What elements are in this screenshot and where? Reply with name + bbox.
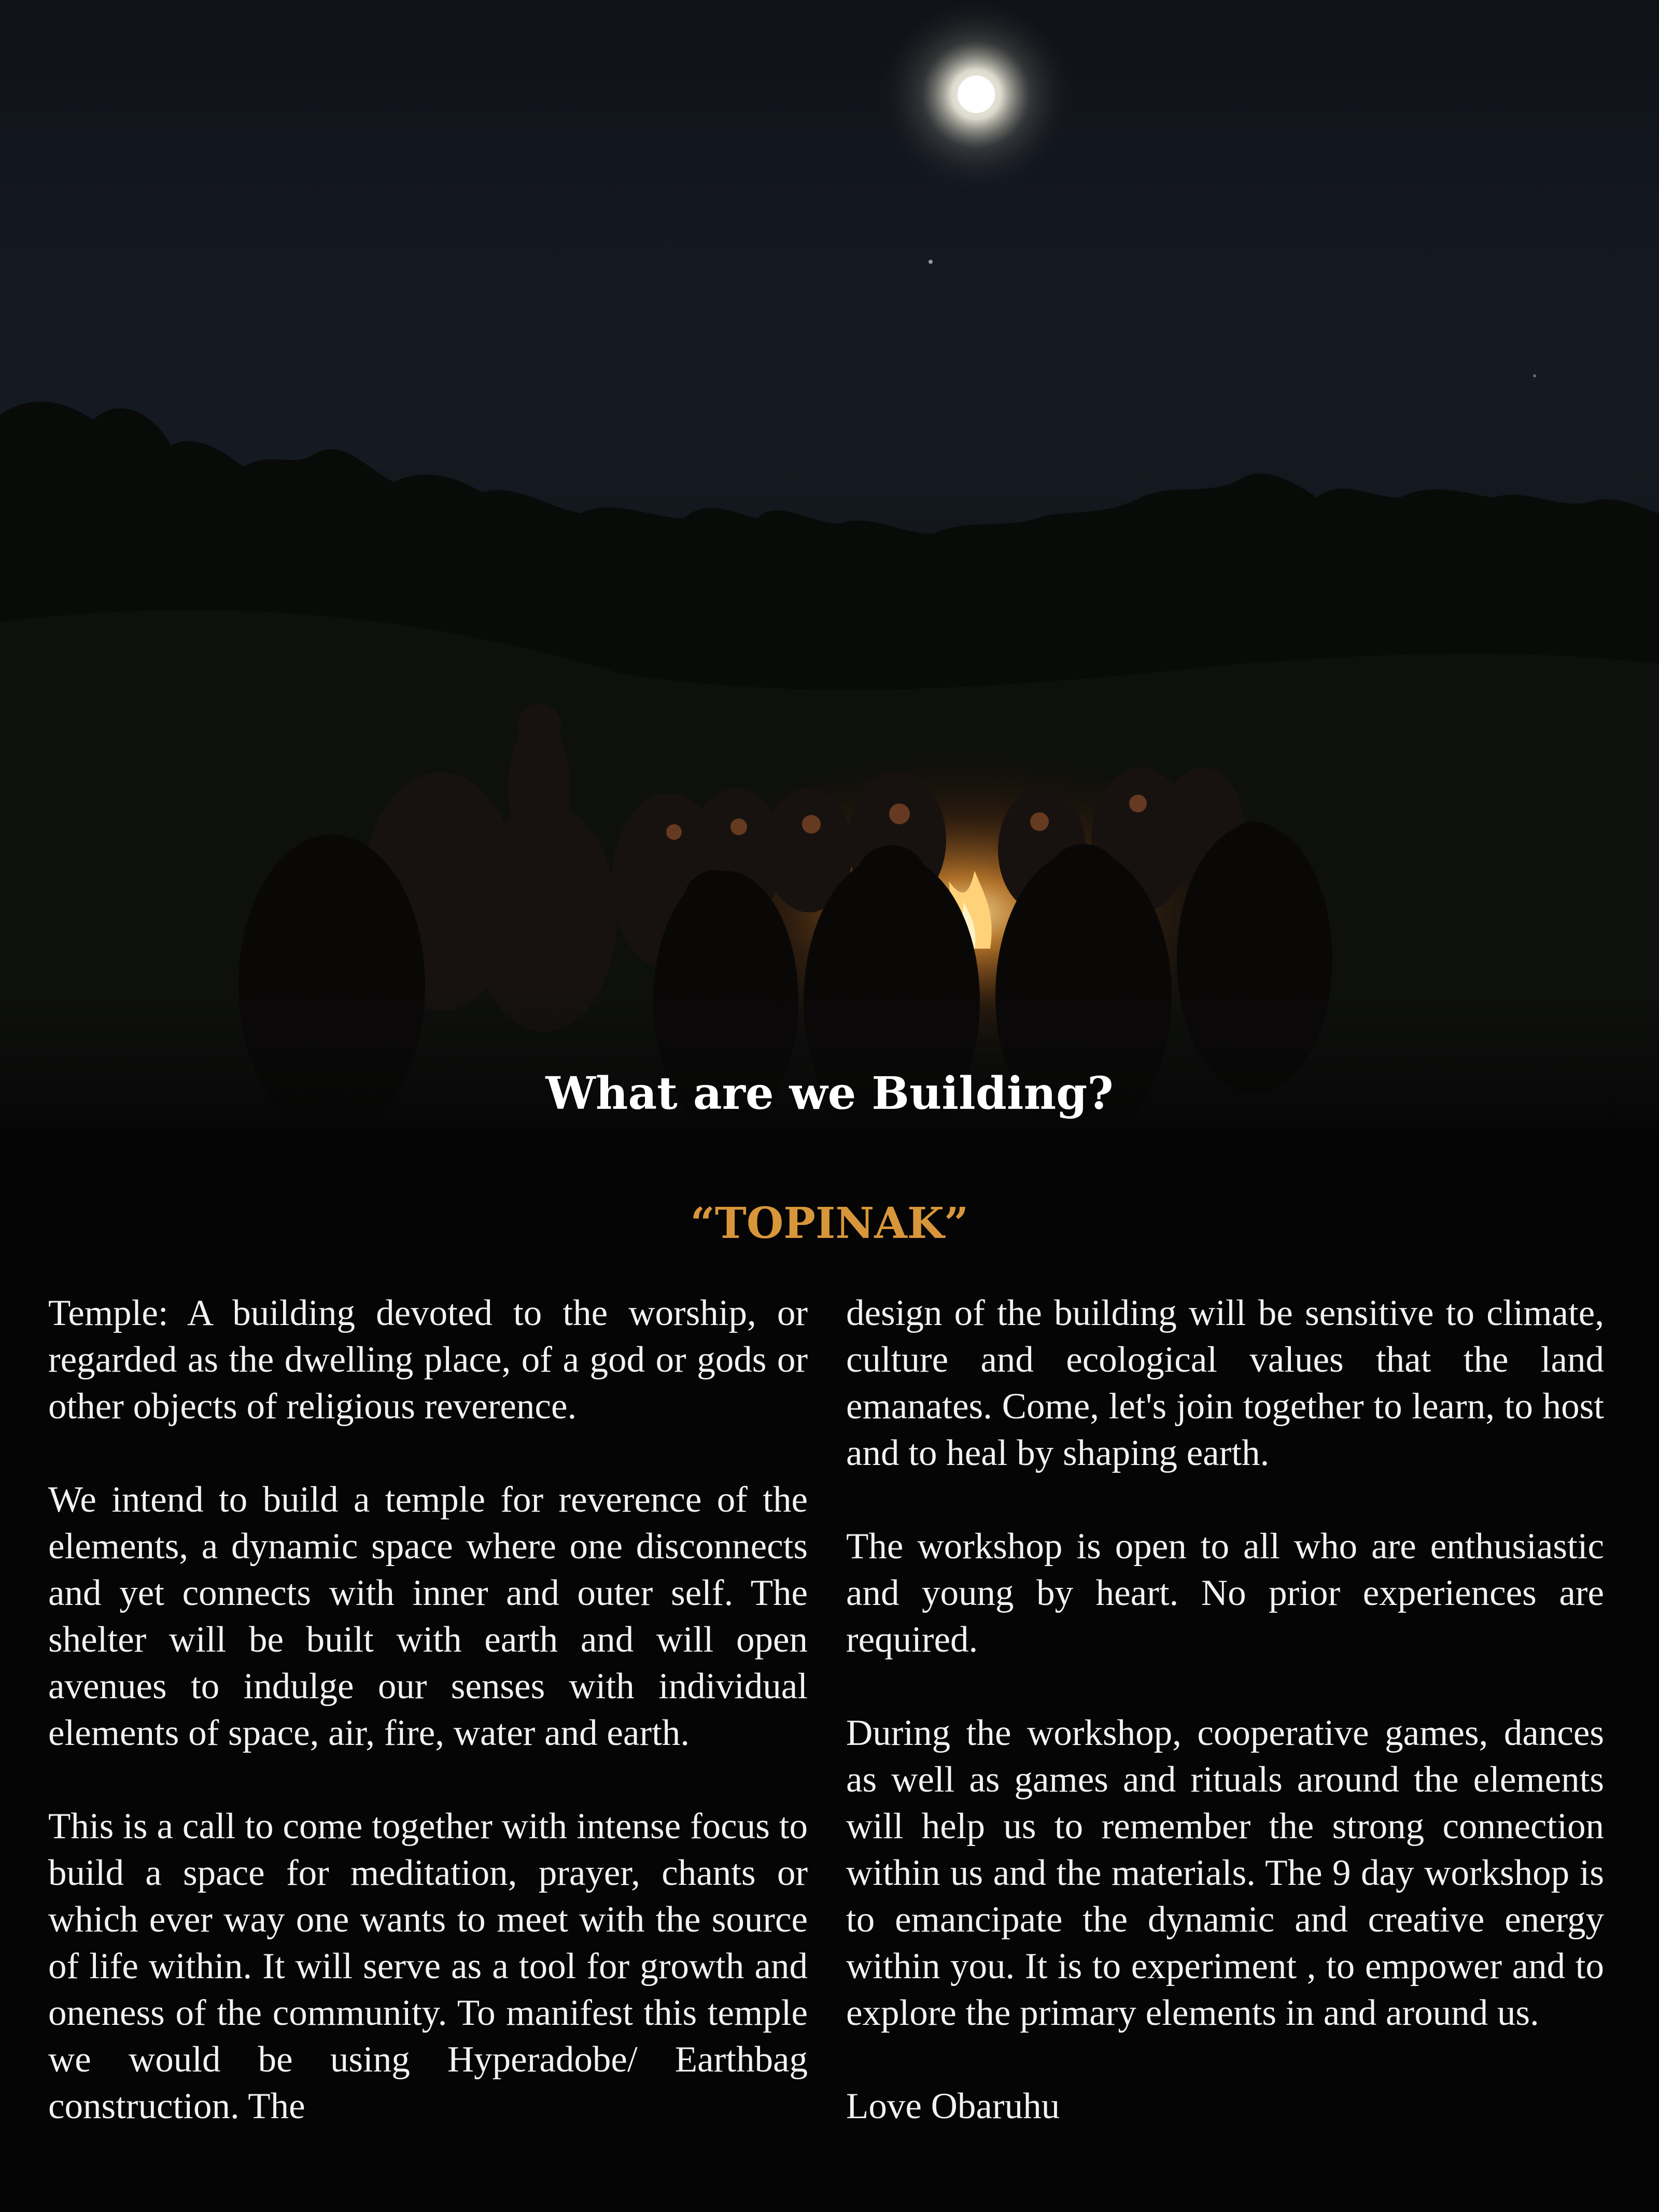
call-paragraph: This is a call to come together with intense focus to build a space for meditation, prayer, chants or which ever way one wants to meet with the source of life within. It will serve as a tool for growth and oneness of the community. To manifest this temple we would be using Hyperadobe/ Earthbag construction. The [48, 1806, 808, 2126]
design-paragraph: design of the building will be sensitive to climate, culture and ecological values that the land emanates. Come, let's join together to learn, to host and to heal by shaping earth. [846, 1293, 1604, 1473]
temple-definition-paragraph: Temple: A building devoted to the worship, or regarded as the dwelling place, of a god or gods or other objects of religious reverence. [48, 1293, 808, 1427]
page-title: What are we Building? [545, 1067, 1114, 1120]
intent-paragraph: We intend to build a temple for reverence of the elements, a dynamic space where one disconnects and yet connects with inner and outer self. The shelter will be built with earth and will open avenues to indulge our senses with individual elements of space, air, fire, water and earth. [48, 1480, 808, 1753]
moon-core [958, 76, 995, 113]
right-text-column [846, 1290, 1604, 2130]
workshop-open-paragraph: The workshop is open to all who are enthusiastic and young by heart. No prior experiences are required. [846, 1526, 1604, 1660]
workshop-activities-paragraph: During the workshop, cooperative games, dances as well as games and rituals around the elements will help us to remember the strong connection within us and the materials. The 9 day workshop is to emancipate the dynamic and creative energy within you. It is to experiment , to empower and to explore the primary elements in and around us. [846, 1713, 1604, 2033]
left-text-column [48, 1290, 808, 2130]
signature: Love Obaruhu [846, 2086, 1060, 2126]
project-name: “TOPINAK” [690, 1199, 969, 1248]
